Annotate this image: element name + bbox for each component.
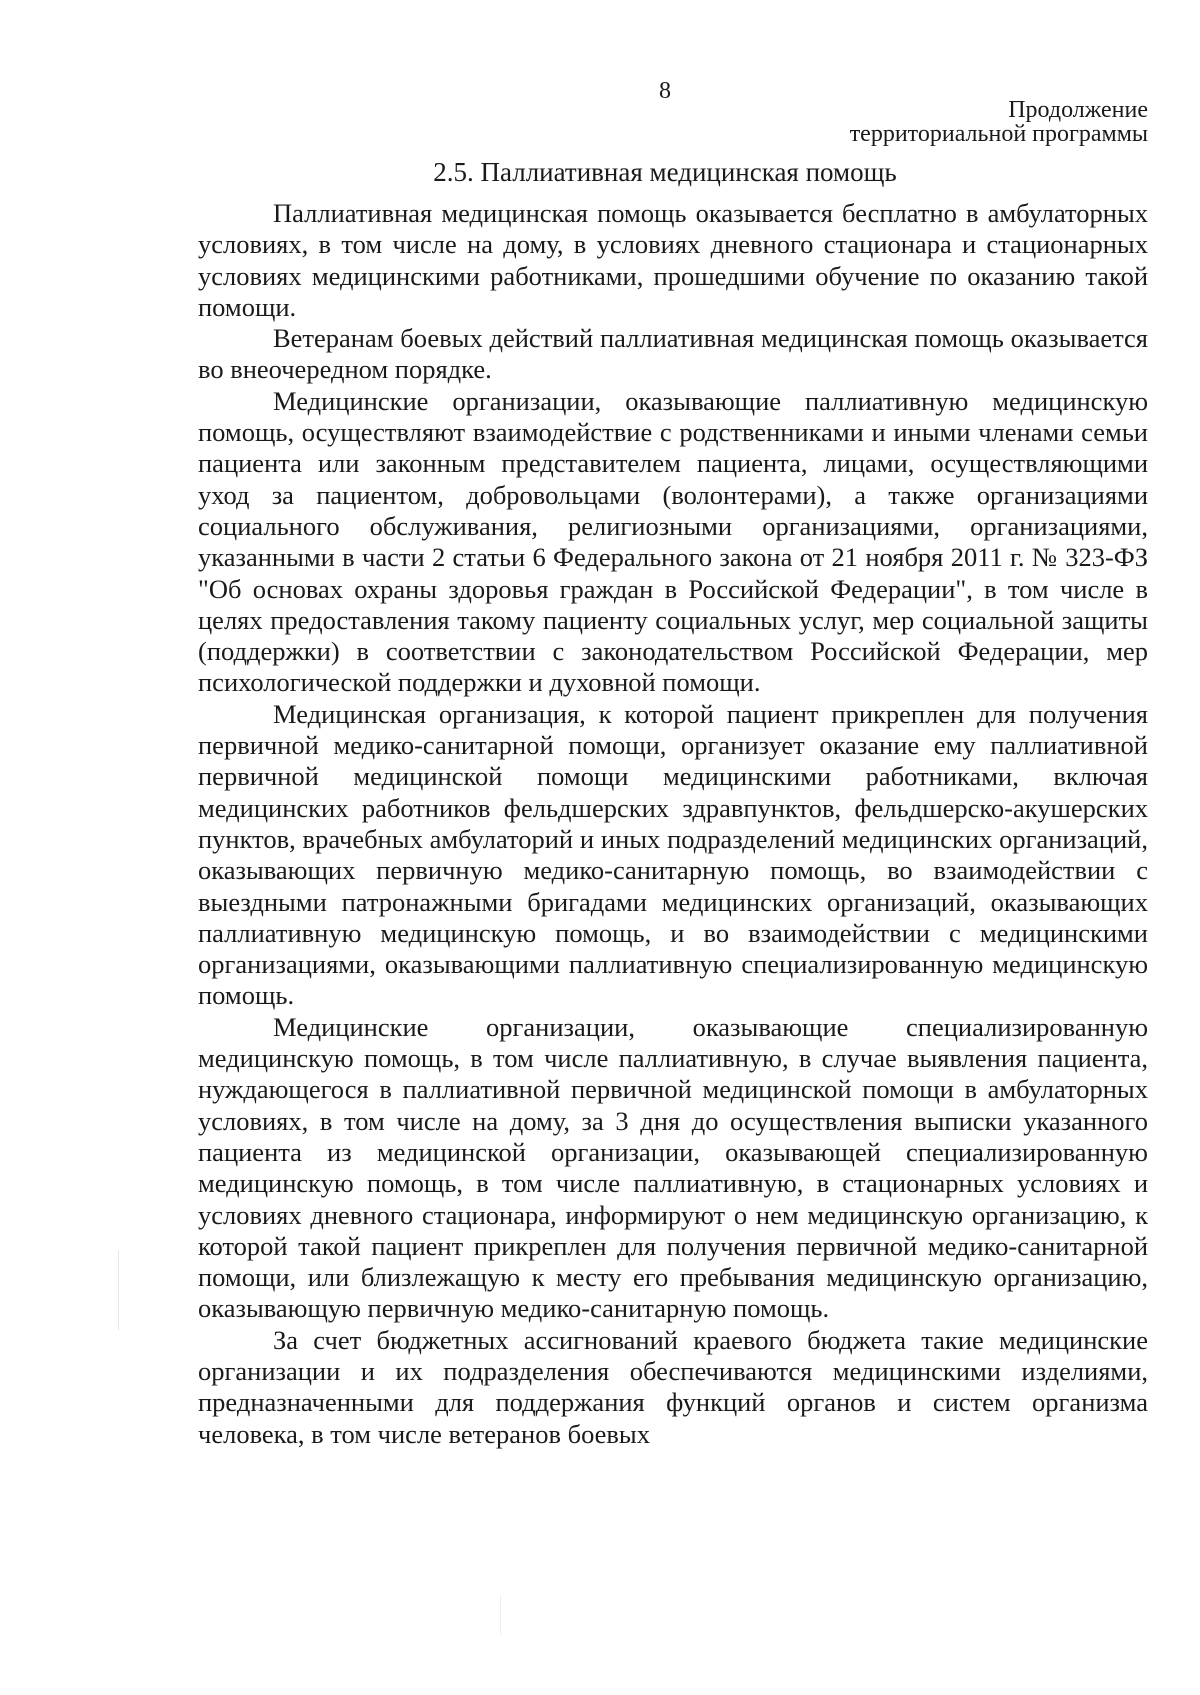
page-number: 8: [659, 78, 671, 104]
paragraph: Медицинская организация, к которой пациент прикреплен для получения первичной медико-санитарной помощи, организует оказание ему паллиативной первичной медицинской помощи медицинскими работниками, включая медицинских работников фельдшерских здравпунктов, фельдшерско-акушерских пунктов, врачебных амбулаторий и иных подразделений медицинских организаций, оказывающих первичную медико-санитарную помощь, во взаимодействии с выездными патронажными бригадами медицинских организаций, оказывающих паллиативную медицинскую помощь, и во взаимодействии с медицинскими организациями, оказывающими паллиативную специализированную медицинскую помощь.: [198, 698, 1148, 1011]
paragraph: За счет бюджетных ассигнований краевого бюджета такие медицинские организации и их подразделения обеспечиваются медицинскими изделиями, предназначенными для поддержания функций органов и систем организма человека, в том числе ветеранов боевых: [198, 1324, 1148, 1449]
continuation-line-2: территориальной программы: [849, 121, 1148, 147]
paragraph: Ветеранам боевых действий паллиативная медицинская помощь оказывается во внеочередном порядке.: [198, 323, 1148, 385]
scan-artifact: [118, 1250, 119, 1330]
continuation-note: [850, 98, 1148, 146]
body-text: [198, 198, 1148, 1450]
paragraph: Медицинские организации, оказывающие специализированную медицинскую помощь, в том числе паллиативную, в случае выявления пациента, нуждающегося в паллиативной первичной медицинской помощи в амбулаторных условиях, в том числе на дому, за 3 дня до осуществления выписки указанного пациента из медицинской организации, оказывающей специализированную медицинскую помощь, в том числе паллиативную, в стационарных условиях и условиях дневного стационара, информируют о нем медицинскую организацию, к которой такой пациент прикреплен для получения первичной медико-санитарной помощи, или близлежащую к месту его пребывания медицинскую организацию, оказывающую первичную медико-санитарную помощь.: [198, 1011, 1148, 1324]
paragraph: Медицинские организации, оказывающие паллиативную медицинскую помощь, осуществляют взаимодействие с родственниками и иными членами семьи пациента или законным представителем пациента, лицами, осуществляющими уход за пациентом, добровольцами (волонтерами), а также организациями социального обслуживания, религиозными организациями, организациями, указанными в части 2 статьи 6 Федерального закона от 21 ноября 2011 г. № 323-ФЗ "Об основах охраны здоровья граждан в Российской Федерации", в том числе в целях предоставления такому пациенту социальных услуг, мер социальной защиты (поддержки) в соответствии с законодательством Российской Федерации, мер психологической поддержки и духовной помощи.: [198, 385, 1148, 698]
continuation-line-1: Продолжение: [1008, 97, 1148, 123]
paragraph: Паллиативная медицинская помощь оказывается бесплатно в амбулаторных условиях, в том числе на дому, в условиях дневного стационара и стационарных условиях медицинскими работниками, прошедшими обучение по оказанию такой помощи.: [198, 198, 1148, 322]
section-title: 2.5. Паллиативная медицинская помощь: [433, 157, 897, 187]
scan-artifact: [500, 1595, 501, 1635]
